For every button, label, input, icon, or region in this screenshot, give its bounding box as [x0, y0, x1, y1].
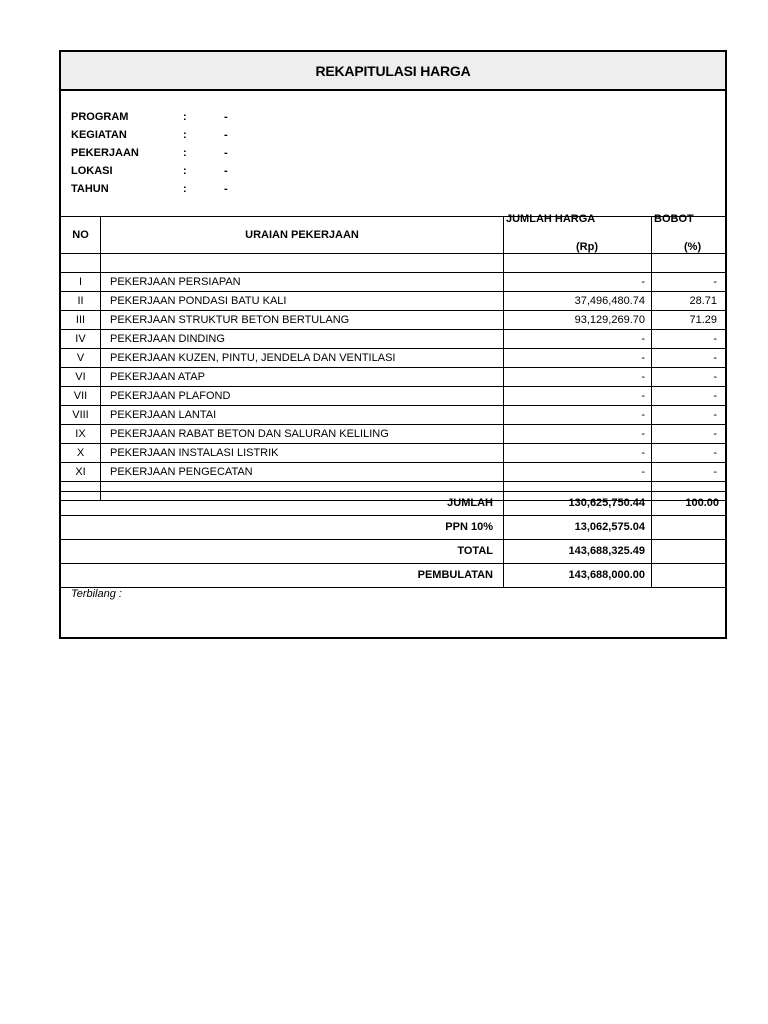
summary-row-pembulatan [61, 564, 725, 588]
sheet-title: REKAPITULASI HARGA [61, 52, 725, 91]
meta-value: - [224, 111, 228, 123]
table-row [61, 292, 725, 311]
recap-sheet [59, 50, 727, 639]
summary-label: PPN 10% [61, 516, 504, 539]
summary-label: TOTAL [61, 540, 504, 563]
meta-value: - [224, 183, 228, 195]
meta-label: LOKASI [71, 165, 113, 177]
table-row [61, 273, 725, 292]
row-bobot: - [713, 409, 717, 421]
row-uraian: PEKERJAAN INSTALASI LISTRIK [101, 444, 504, 462]
meta-label: PEKERJAAN [71, 147, 139, 159]
table-spacer-row [61, 254, 725, 273]
row-uraian: PEKERJAAN PERSIAPAN [101, 273, 504, 291]
row-bobot: 28.71 [689, 295, 717, 307]
summary-row-ppn [61, 516, 725, 540]
row-jumlah: - [504, 444, 652, 462]
row-uraian: PEKERJAAN PENGECATAN [101, 463, 504, 481]
spacer-cell [504, 254, 652, 272]
summary-bobot [652, 564, 725, 587]
row-jumlah: - [504, 425, 652, 443]
table-row [61, 387, 725, 406]
summary-row-total [61, 540, 725, 564]
row-no: VII [61, 387, 101, 405]
row-no: XI [61, 463, 101, 481]
table-row [61, 349, 725, 368]
row-bobot: - [713, 371, 717, 383]
meta-row-program [71, 111, 371, 129]
row-uraian: PEKERJAAN DINDING [101, 330, 504, 348]
meta-label: TAHUN [71, 183, 109, 195]
header-bobot-label: BOBOT [654, 213, 694, 225]
row-no: V [61, 349, 101, 367]
header-uraian: URAIAN PEKERJAAN [101, 217, 504, 253]
row-no: III [61, 311, 101, 329]
header-bobot [652, 213, 725, 253]
summary-label: JUMLAH [61, 492, 504, 515]
row-no: IV [61, 330, 101, 348]
table-row [61, 444, 725, 463]
row-bobot: - [713, 447, 717, 459]
row-bobot: - [713, 466, 717, 478]
meta-colon: : [183, 129, 187, 141]
meta-block [71, 111, 371, 201]
row-jumlah: - [504, 406, 652, 424]
summary-block [61, 491, 725, 588]
table-row [61, 463, 725, 482]
row-jumlah: - [504, 330, 652, 348]
meta-label: KEGIATAN [71, 129, 127, 141]
row-bobot: - [713, 390, 717, 402]
meta-row-lokasi [71, 165, 371, 183]
row-jumlah: 37,496,480.74 [504, 292, 652, 310]
summary-value: 130,625,750.44 [504, 492, 652, 515]
row-jumlah: - [504, 463, 652, 481]
row-uraian: PEKERJAAN PONDASI BATU KALI [101, 292, 504, 310]
row-bobot: - [713, 352, 717, 364]
meta-row-kegiatan [71, 129, 371, 147]
row-jumlah: - [504, 387, 652, 405]
header-jumlah-harga [504, 213, 652, 253]
row-bobot: - [713, 333, 717, 345]
meta-colon: : [183, 147, 187, 159]
row-no: IX [61, 425, 101, 443]
row-no: II [61, 292, 101, 310]
row-no: X [61, 444, 101, 462]
row-bobot: - [713, 428, 717, 440]
table-row [61, 425, 725, 444]
summary-value: 143,688,000.00 [504, 564, 652, 587]
summary-bobot: 100.00 [685, 497, 719, 509]
table-header-row [61, 213, 725, 254]
summary-bobot [652, 516, 725, 539]
row-uraian: PEKERJAAN LANTAI [101, 406, 504, 424]
row-uraian: PEKERJAAN KUZEN, PINTU, JENDELA DAN VENTILASI [101, 349, 504, 367]
summary-row-jumlah [61, 492, 725, 516]
row-no: I [61, 273, 101, 291]
row-bobot: 71.29 [689, 314, 717, 326]
row-uraian: PEKERJAAN PLAFOND [101, 387, 504, 405]
summary-bobot [652, 540, 725, 563]
row-jumlah: - [504, 273, 652, 291]
spacer-cell [652, 254, 725, 272]
row-no: VI [61, 368, 101, 386]
row-jumlah: - [504, 368, 652, 386]
table-row [61, 330, 725, 349]
summary-value: 143,688,325.49 [504, 540, 652, 563]
row-uraian: PEKERJAAN ATAP [101, 368, 504, 386]
row-uraian: PEKERJAAN RABAT BETON DAN SALURAN KELILING [101, 425, 504, 443]
row-jumlah: - [504, 349, 652, 367]
row-bobot: - [713, 276, 717, 288]
meta-colon: : [183, 165, 187, 177]
spacer-cell [61, 254, 101, 272]
row-jumlah: 93,129,269.70 [504, 311, 652, 329]
terbilang-label: Terbilang : [71, 588, 122, 600]
meta-value: - [224, 147, 228, 159]
header-jumlah-label: JUMLAH HARGA [506, 213, 596, 225]
table-row [61, 406, 725, 425]
row-no: VIII [61, 406, 101, 424]
summary-label: PEMBULATAN [61, 564, 504, 587]
header-no: NO [61, 217, 101, 253]
meta-value: - [224, 129, 228, 141]
table-row [61, 311, 725, 330]
row-uraian: PEKERJAAN STRUKTUR BETON BERTULANG [101, 311, 504, 329]
meta-colon: : [183, 183, 187, 195]
header-bobot-unit: (%) [684, 241, 702, 253]
summary-value: 13,062,575.04 [504, 516, 652, 539]
recap-table [61, 213, 725, 501]
spacer-cell [101, 254, 504, 272]
meta-row-pekerjaan [71, 147, 371, 165]
header-jumlah-unit: (Rp) [576, 241, 598, 253]
table-row [61, 368, 725, 387]
meta-row-tahun [71, 183, 371, 201]
meta-colon: : [183, 111, 187, 123]
meta-label: PROGRAM [71, 111, 129, 123]
meta-value: - [224, 165, 228, 177]
